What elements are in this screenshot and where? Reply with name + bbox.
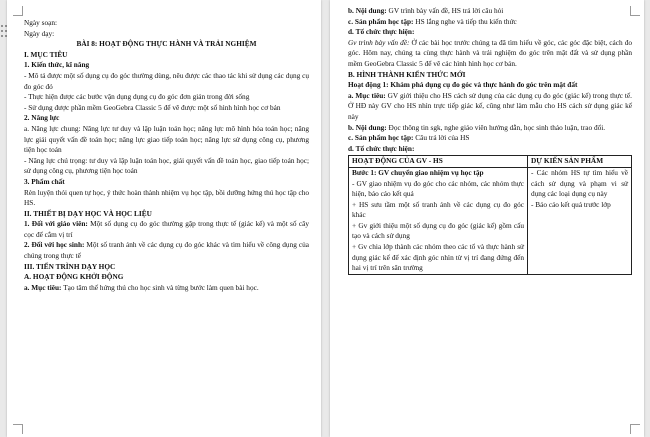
table-cell-item: - Báo cáo kết quả trước lớp	[531, 199, 611, 209]
paragraph-text: Một số dụng cụ đo góc thường gặp trong thực tế (giác kế) và một số cây cọc để cắm vị trí	[24, 219, 309, 239]
document-page-left	[7, 0, 321, 437]
table-cell-item: + HS sưu tầm một số tranh ảnh về các dụng cụ đo góc khác	[352, 199, 524, 220]
paragraph-text: GV trình bày vấn đề, HS trả lời câu hỏi	[386, 6, 504, 15]
paragraph: 3. Phẩm chất	[24, 176, 65, 186]
paragraph	[348, 6, 632, 17]
paragraph	[348, 123, 632, 134]
paragraph: - Mô tả được một số dụng cụ đo góc thường dùng, nêu được các thao tác khi sử dụng các dụng cụ đo góc đó	[24, 70, 309, 91]
paragraph: III. TIẾN TRÌNH DẠY HỌC	[24, 261, 116, 271]
paragraph: I. MỤC TIÊU	[24, 49, 68, 59]
paragraph-text: Đọc thông tin sgk, nghe giáo viên hướng dẫn, học sinh thảo luận, trao đổi.	[386, 122, 606, 132]
paragraph	[348, 91, 632, 123]
table-header-activity: HOẠT ĐỘNG CỦA GV - HS	[349, 156, 528, 168]
paragraph: d. Tổ chức thực hiện:	[348, 27, 415, 37]
paragraph-text: GV giới thiệu cho HS cách sử dụng của các dụng cụ đo góc (giác kế) trong thực tế. Ở HĐ này GV cho HS nhìn trực tiếp giác kế, cũng như làm mẫu cho HS cách sử dụng giác kế này	[348, 90, 632, 121]
paragraph-text: Tạo tâm thế hứng thú cho học sinh và từng bước làm quen bài học.	[61, 282, 259, 292]
paragraph-text: HS lắng nghe và tiếp thu kiến thức	[413, 16, 517, 26]
paragraph-lead: 1. Đối với giáo viên:	[24, 219, 88, 229]
paragraph: - Thực hiện được các bước vận dụng dụng cụ đo góc đơn giản trong đời sống	[24, 92, 250, 102]
paragraph: Rèn luyện thói quen tự học, ý thức hoàn thành nhiệm vụ học tập, bồi dưỡng hứng thú học tập cho HS.	[24, 187, 309, 208]
paragraph-lead: b. Nội dung:	[348, 6, 387, 15]
paragraph-lead: a. Mục tiêu:	[348, 90, 386, 100]
paragraph: Ngày dạy:	[24, 28, 55, 38]
paragraph: B. HÌNH THÀNH KIẾN THỨC MỚI	[348, 69, 466, 79]
table-header-expected-product: DỰ KIẾN SẢN PHẨM	[528, 156, 632, 168]
paragraph	[24, 283, 309, 294]
paragraph-text: Một số tranh ảnh về các dụng cụ đo góc khác và tìm hiểu về công dụng của chúng trong thực tế	[24, 240, 309, 261]
margin-marker-icon	[13, 6, 23, 16]
paragraph-lead: c. Sản phẩm học tập:	[348, 16, 414, 26]
paragraph: A. HOẠT ĐỘNG KHỞI ĐỘNG	[24, 272, 124, 282]
paragraph	[348, 17, 632, 28]
margin-marker-icon	[13, 424, 23, 434]
table-cell-item: + Gv giới thiệu một số dụng cụ đo góc (giác kế) gồm cấu tạo và cách sử dụng	[352, 220, 524, 241]
paragraph: d. Tổ chức thực hiện:	[348, 143, 415, 153]
margin-marker-icon	[630, 424, 640, 434]
document-page-right	[330, 0, 644, 437]
paragraph	[24, 240, 309, 261]
paragraph: Hoạt động 1: Khám phá dụng cụ đo góc và thực hành đo góc trên mặt đất	[348, 80, 578, 90]
table-cell-activity	[349, 167, 528, 274]
paragraph: 1. Kiến thức, kĩ năng	[24, 60, 90, 70]
paragraph	[348, 38, 632, 70]
paragraph-text: Ở các bài học trước chúng ta đã tìm hiểu về góc, các góc đặc biệt, cách đo góc. Hôm nay, chúng ta cùng thực hành và trải nghiệm đo góc trên mặt đất và sử dụng phần mềm GeoGebra Classic 5 để vẽ các hình hình học cơ bản.	[348, 37, 632, 68]
lesson-activity-table	[348, 155, 632, 275]
paragraph-lead: 2. Đối với học sinh:	[24, 240, 85, 250]
table-row	[349, 167, 632, 274]
paragraph: a. Năng lực chung: Năng lực tư duy và lập luận toán học; năng lực mô hình hóa toán học; năng lực giải quyết vấn đề toán học; năng lực giao tiếp toán học; năng lực sử dụng công cụ, phương tiện học toán	[24, 123, 309, 155]
paragraph	[348, 133, 632, 144]
table-cell-item: - GV giao nhiệm vụ đo góc cho các nhóm, các nhóm thực hiện, báo cáo kết quả	[352, 178, 524, 199]
paragraph: - Sử dụng được phần mềm GeoGebra Classic 5 để vẽ được một số hình hình học cơ bản	[24, 102, 281, 112]
paragraph: 2. Năng lực	[24, 113, 60, 123]
table-header-row	[349, 156, 632, 168]
paragraph	[24, 219, 309, 240]
right-page-content	[348, 6, 632, 275]
paragraph-lead: Gv trình bày vấn đề:	[348, 37, 410, 47]
table-cell-item: + Gv chia lớp thành các nhóm theo các tổ và thực hành sử dụng giác kế để xác định góc nhìn từ vị trí đang đứng đến hai vị trí trên sân trường	[352, 242, 524, 273]
paragraph: II. THIẾT BỊ DẠY HỌC VÀ HỌC LIỆU	[24, 208, 152, 218]
paragraph: - Năng lực chú trọng: tư duy và lập luận toán học, giải quyết vấn đề toán học, giao tiếp toán học; sử dụng công cụ, phương tiện học toán	[24, 155, 309, 176]
paragraph-lead: b. Nội dung:	[348, 122, 387, 132]
paragraph-lead: c. Sản phẩm học tập:	[348, 133, 414, 143]
left-page-content	[24, 18, 309, 293]
step-title: Bước 1: GV chuyển giao nhiệm vụ học tập	[352, 167, 484, 177]
paragraph-lead: a. Mục tiêu:	[24, 282, 62, 292]
table-cell-expected-product	[528, 167, 632, 274]
paragraph-text: Câu trả lời của HS	[413, 133, 470, 143]
paragraph: Ngày soạn:	[24, 18, 58, 27]
paragraph: BÀI 8: HOẠT ĐỘNG THỰC HÀNH VÀ TRẢI NGHIỆM	[76, 39, 257, 49]
table-cell-item: - Các nhóm HS tự tìm hiểu về cách sử dụng và phạm vi sử dụng các loại dụng cụ này	[531, 167, 628, 199]
